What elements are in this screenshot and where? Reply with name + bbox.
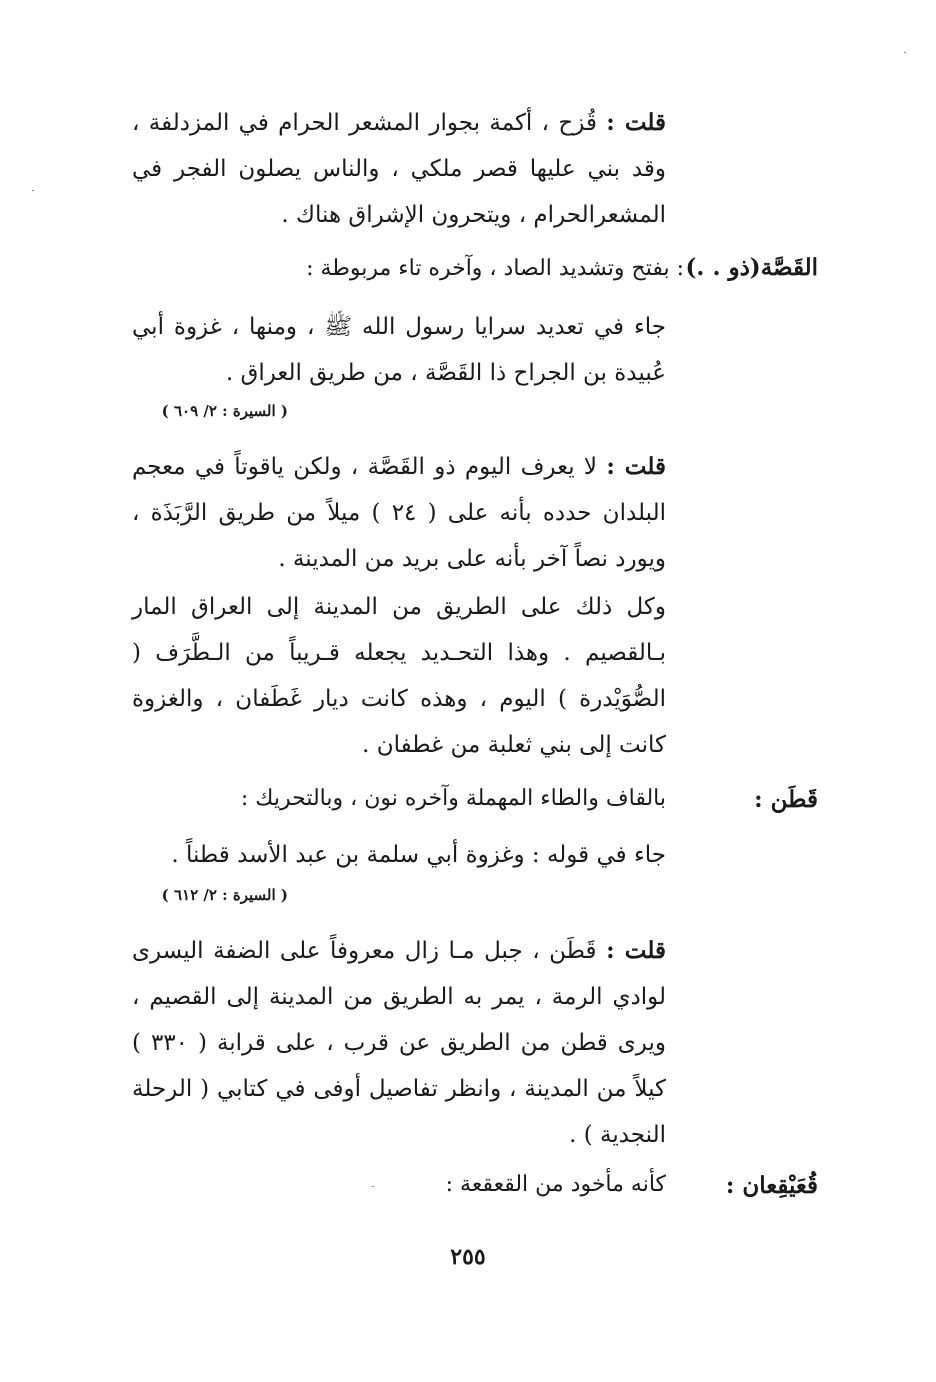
note-label: قلت : xyxy=(606,109,667,136)
citation-text: جاء في قوله : وغزوة أبي سلمة بن عبد الأسد قطناً . xyxy=(171,842,666,868)
headword-qatan-intro: بالقاف والطاء المهملة وآخره نون ، وبالتحريك : xyxy=(240,786,666,811)
source-reference-qassa: ( السيرة : ٢/ ٦٠٩ ) xyxy=(161,402,288,420)
scan-speck xyxy=(904,52,906,53)
note-text: لا يعرف اليوم ذو القَصَّة ، ولكن ياقوتاً في معجم البلدان حدده بأنه على ( ٢٤ ) ميلاً من طريق الرَّبَذَة ، ويورد نصاً آخر بأنه على بريد من المدينة . xyxy=(132,454,666,572)
note-text: وكل ذلك على الطريق من المدينة إلى العراق المار بـالقصيم . وهذا التحـديد يجعله قـريباً من الـطَّرَف ( الصُّوَيْدرة ) اليوم ، وهذه كانت ديار غَطَفان ، والغزوة كانت إلى بني ثعلبة من غطفان . xyxy=(132,594,666,758)
headword-qassa: القَصَّة(ذو . .) xyxy=(685,254,818,281)
note-paragraph-qassa xyxy=(132,444,666,582)
headword-qatan: قَطَن : xyxy=(754,786,818,813)
headword-quayqian-intro: كأنه مأخود من القعقعة : xyxy=(445,1172,666,1197)
page-number: ٢٥٥ xyxy=(450,1244,486,1270)
note-text: قُزح ، أكمة بجوار المشعر الحرام في المزدلفة ، وقد بني عليها قصر ملكي ، والناس يصلون الفجر في المشعرالحرام ، ويتحرون الإشراق هناك . xyxy=(132,110,666,228)
note-label: قلت : xyxy=(606,453,666,480)
headword-quayqian: قُعَيْقِعان : xyxy=(725,1172,818,1199)
note-label: قلت : xyxy=(606,937,666,964)
scan-speck xyxy=(372,1186,374,1187)
source-reference-qatan: ( السيرة : ٢/ ٦١٢ ) xyxy=(161,886,288,904)
note-continuation-qassa xyxy=(132,584,666,768)
note-text: قَطَن ، جبل مـا زال معروفاً على الضفة اليسرى لوادي الرمة ، يمر به الطريق من المدينة إلى القصيم ، ويرى قطن من الطريق عن قرب ، على قرابة ( ٣٣٠ ) كيلاً من المدينة ، وانظر تفاصيل أوفى في كتابي ( الرحلة النجدية ) . xyxy=(132,938,666,1148)
citation-text: جاء في تعديد سرايا رسول الله ﷺ ، ومنها ، غزوة أبي عُبيدة بن الجراح ذا القَصَّة ، من طريق العراق . xyxy=(132,314,666,386)
citation-paragraph-qatan xyxy=(132,832,666,878)
scan-speck xyxy=(32,190,34,191)
headword-qassa-intro: : بفتح وتشديد الصاد ، وآخره تاء مربوطة : xyxy=(306,256,684,281)
note-paragraph-quzah xyxy=(132,100,666,238)
note-paragraph-qatan xyxy=(132,928,666,1158)
citation-paragraph-qassa xyxy=(132,304,666,396)
